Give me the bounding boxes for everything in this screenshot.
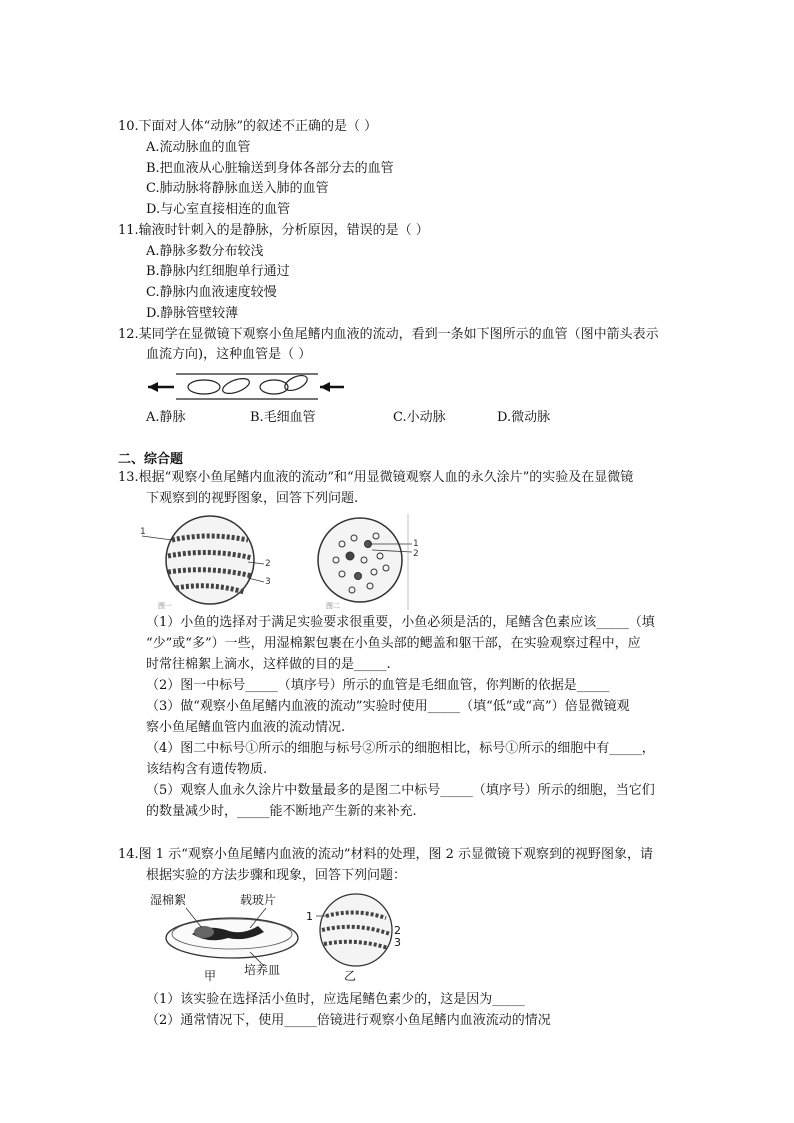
blood-vessel-figure (146, 370, 346, 404)
label-wet-cotton: 湿棉絮 (150, 893, 187, 907)
q11-stem: 11.输液时针刺入的是静脉，分析原因，错误的是（ ） (118, 223, 429, 238)
flow-arrow-right-head (320, 382, 330, 392)
q10-option-a: A.流动脉血的血管 (146, 140, 251, 155)
q10-stem: 10.下面对人体“动脉”的叙述不正确的是（ ） (118, 119, 378, 134)
fig1-label-1: 1 (140, 527, 146, 537)
figure-yi-view (304, 890, 414, 982)
q10-option-b: B.把血液从心脏输送到身体各部分去的血管 (146, 161, 394, 176)
q13-part1-line1: （1）小鱼的选择对于满足实验要求很重要，小鱼必须是活的，尾鳍含色素应该_____（填 (146, 615, 655, 630)
fig-jia-caption: 甲 (204, 969, 217, 982)
q13-stem-line2: 下观察到的视野图象，回答下列问题. (146, 491, 359, 506)
q12-stem-line2: 血流方向)，这种血管是（ ） (146, 347, 312, 362)
q11-option-a: A.静脉多数分布较浅 (146, 244, 264, 259)
q13-part1-line3: 时常往棉絮上滴水，这样做的目的是_____. (146, 657, 391, 672)
q13-part5-line1: （5）观察人血永久涂片中数量最多的是图二中标号_____（填序号）所示的细胞，当它们 (146, 783, 655, 798)
figure-2-blood-smear-view (312, 514, 422, 610)
q12-option-c: C.小动脉 (393, 410, 446, 425)
fig-yi-label-1: 1 (306, 910, 313, 923)
q10-option-d: D.与心室直接相连的血管 (146, 202, 291, 217)
wet-cotton (194, 926, 214, 938)
fig-yi-label-2: 2 (394, 924, 401, 937)
fig-yi-caption: 乙 (344, 969, 357, 982)
fig1-caption: 图一 (158, 602, 172, 610)
q11-option-c: C.静脉内血液速度较慢 (146, 285, 277, 300)
q12-option-a: A.静脉 (146, 410, 186, 425)
q14-part2: （2）通常情况下，使用_____倍镜进行观察小鱼尾鳍内血液流动的情况 (146, 1013, 551, 1028)
fig-yi-label-3: 3 (394, 936, 401, 949)
q12-option-b: B.毛细血管 (250, 410, 316, 425)
q13-part4-line2: 该结构含有遗传物质. (146, 762, 268, 777)
q13-part3-line1: （3）做“观察小鱼尾鳍内血液的流动”实验时使用_____（填“低”或“高”）倍显微镜观 (146, 699, 630, 714)
q13-part1-line2: “少”或“多”）一些，用湿棉絮包裹在小鱼头部的鳃盖和躯干部，在实验观察过程中，应 (146, 636, 641, 651)
fig2-caption: 图二 (326, 602, 340, 610)
label-petri-dish: 培养皿 (244, 963, 281, 977)
section-title: 二、综合题 (118, 452, 184, 467)
q12-option-d: D.微动脉 (497, 410, 551, 425)
figure-jia-setup (146, 890, 316, 982)
q12-stem-line1: 12.某同学在显微镜下观察小鱼尾鳍内血液的流动，看到一条如下图所示的血管（图中箭头表示 (118, 327, 659, 342)
label-slide: 载玻片 (240, 893, 277, 907)
q11-option-d: D.静脉管壁较薄 (146, 306, 239, 321)
q13-part4-line1: （4）图二中标号①所示的细胞与标号②所示的细胞相比，标号①所示的细胞中有_____， (146, 741, 655, 756)
fig1-label-3: 3 (265, 577, 271, 587)
q14-part1: （1）该实验在选择活小鱼时，应选尾鳍色素少的，这是因为_____ (146, 992, 525, 1007)
q13-part3-line2: 察小鱼尾鳍血管内血液的流动情况. (146, 720, 346, 735)
q13-part5-line2: 的数量减少时，_____能不断地产生新的来补充. (146, 804, 417, 819)
q11-option-b: B.静脉内红细胞单行通过 (146, 264, 290, 279)
q14-stem-line2: 根据实验的方法步骤和现象，回答下列问题： (146, 868, 407, 883)
fig1-label-2: 2 (265, 559, 271, 569)
fig2-label-1: 1 (413, 539, 419, 549)
q13-stem-line1: 13.根据“观察小鱼尾鳍内血液的流动”和“用显微镜观察人血的永久涂片”的实验及在显微镜 (118, 470, 634, 485)
q14-stem-line1: 14.图 1 示“观察小鱼尾鳍内血液的流动”材料的处理，图 2 示显微镜下观察到的视野图象，请 (118, 847, 654, 862)
q13-part2: （2）图一中标号_____（填序号）所示的血管是毛细血管，你判断的依据是_____ (146, 678, 610, 693)
q10-option-c: C.肺动脉将静脉血送入肺的血管 (146, 181, 329, 196)
fig2-label-2: 2 (413, 549, 419, 559)
figure-1-fish-tail-view (138, 514, 278, 610)
flow-arrow-left-head (148, 382, 158, 392)
red-blood-cell (260, 380, 288, 394)
red-blood-cell (221, 376, 251, 397)
red-blood-cell (188, 380, 220, 394)
